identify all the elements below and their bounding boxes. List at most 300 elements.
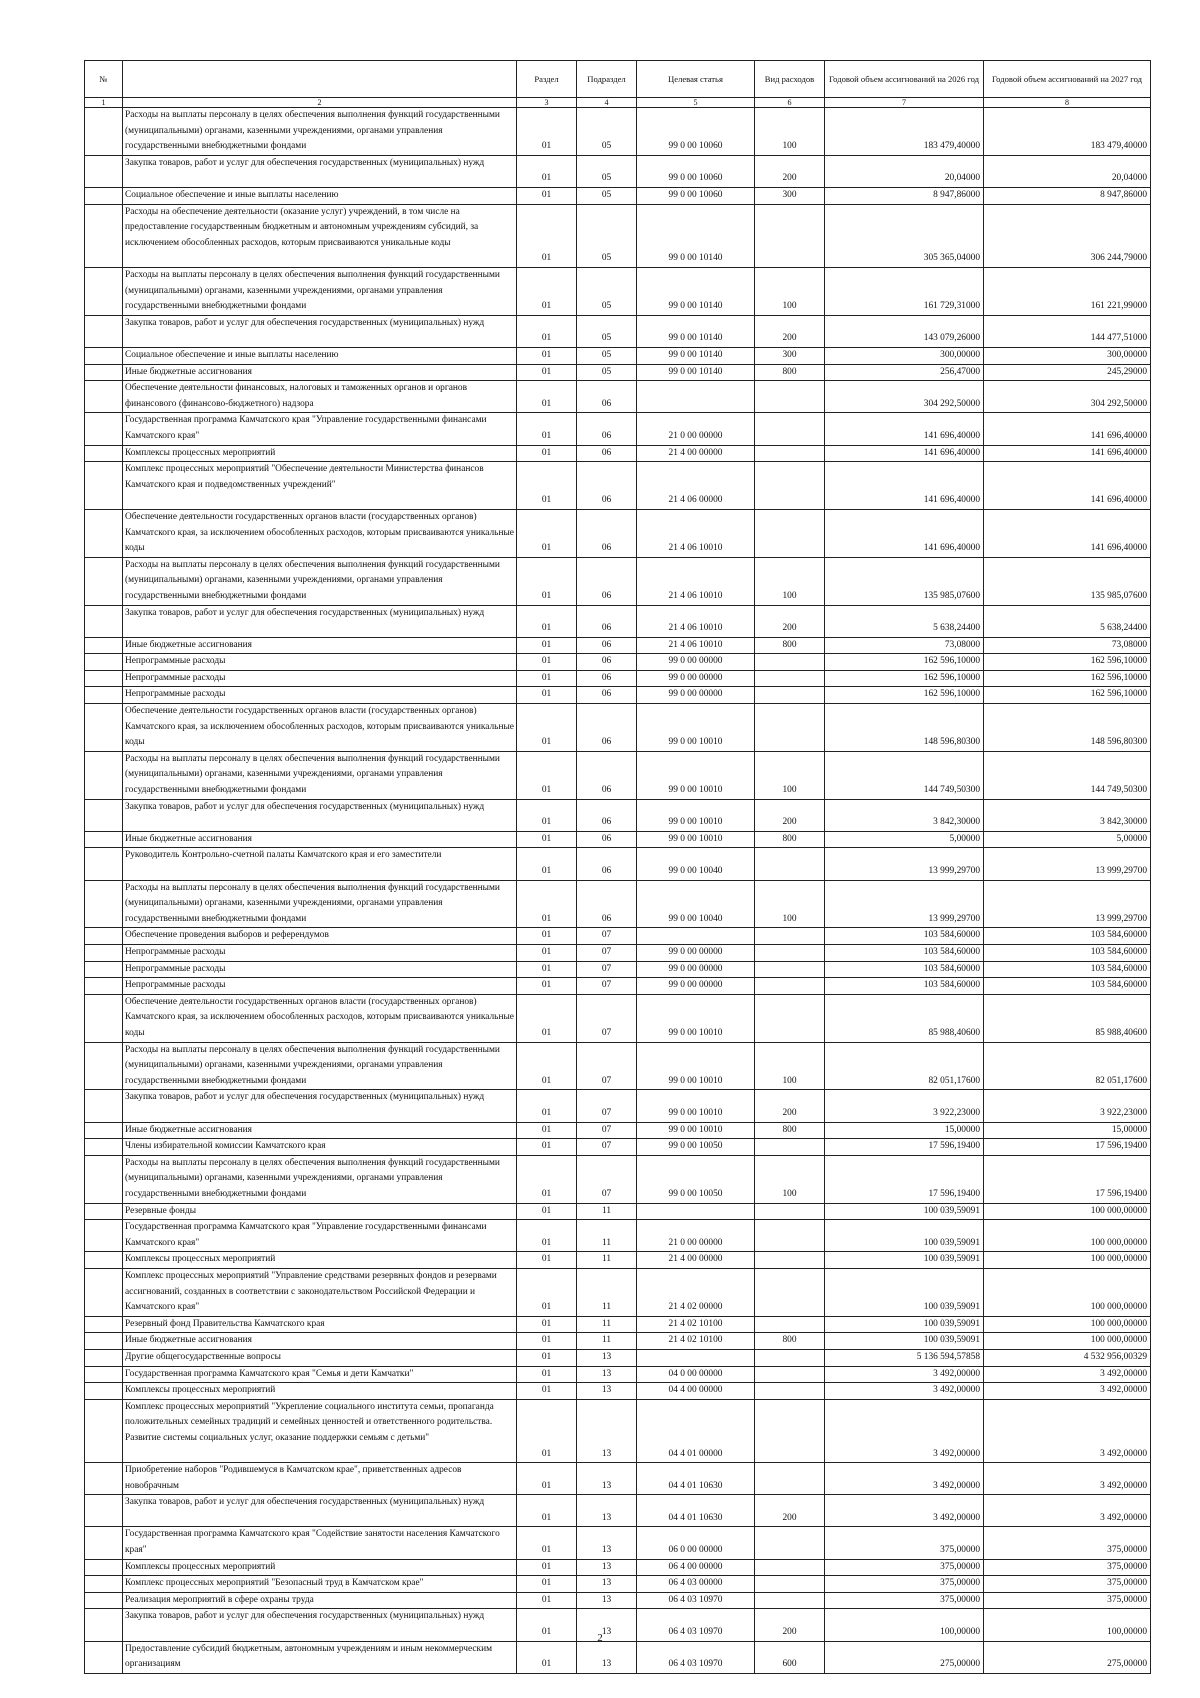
podrazdel-cell: 11 [577, 1316, 637, 1333]
volume-2026-cell: 100 039,59091 [825, 1333, 984, 1350]
volume-2026-cell: 100 039,59091 [825, 1316, 984, 1333]
row-name-cell: Расходы на выплаты персоналу в целях обеспечения выполнения функций государственными (муниципальными) органами, казенными учреждениями, органами управления государственными внебюджетными фондами [123, 1155, 517, 1203]
podrazdel-cell: 13 [577, 1383, 637, 1400]
row-number-cell [85, 445, 123, 462]
row-number-cell [85, 1383, 123, 1400]
row-number-cell [85, 831, 123, 848]
row-number-cell [85, 1220, 123, 1252]
row-number-cell [85, 1527, 123, 1559]
podrazdel-cell: 06 [577, 413, 637, 445]
razdel-cell: 01 [517, 637, 577, 654]
podrazdel-cell: 13 [577, 1609, 637, 1641]
podrazdel-cell: 07 [577, 978, 637, 995]
volume-2026-cell: 141 696,40000 [825, 462, 984, 510]
razdel-cell: 01 [517, 267, 577, 315]
razdel-cell: 01 [517, 1592, 577, 1609]
target-article-cell: 99 0 00 10010 [637, 751, 755, 799]
column-number: 7 [825, 98, 984, 108]
row-name-cell: Приобретение наборов "Родившемуся в Камчатском крае", приветственных адресов новобрачным [123, 1463, 517, 1495]
razdel-cell: 01 [517, 1090, 577, 1122]
target-article-cell: 04 0 00 00000 [637, 1366, 755, 1383]
volume-2026-cell: 8 947,86000 [825, 187, 984, 204]
row-number-cell [85, 557, 123, 605]
expense-type-cell: 100 [755, 880, 825, 928]
row-name-cell: Непрограммные расходы [123, 670, 517, 687]
podrazdel-cell: 13 [577, 1527, 637, 1559]
volume-2026-cell: 13 999,29700 [825, 880, 984, 928]
podrazdel-cell: 06 [577, 462, 637, 510]
target-article-cell [637, 928, 755, 945]
table-row [85, 994, 1151, 1042]
table-row [85, 1316, 1151, 1333]
podrazdel-cell: 11 [577, 1252, 637, 1269]
header-name [123, 61, 517, 98]
expense-type-cell [755, 445, 825, 462]
target-article-cell: 06 0 00 00000 [637, 1527, 755, 1559]
row-name-cell: Закупка товаров, работ и услуг для обеспечения государственных (муниципальных) нужд [123, 1495, 517, 1527]
razdel-cell: 01 [517, 1042, 577, 1090]
row-number-cell [85, 1268, 123, 1316]
volume-2027-cell: 20,04000 [984, 155, 1151, 187]
razdel-cell: 01 [517, 1641, 577, 1673]
volume-2027-cell: 162 596,10000 [984, 654, 1151, 671]
podrazdel-cell: 13 [577, 1559, 637, 1576]
row-number-cell [85, 670, 123, 687]
table-row [85, 751, 1151, 799]
volume-2027-cell: 103 584,60000 [984, 928, 1151, 945]
row-name-cell: Непрограммные расходы [123, 654, 517, 671]
target-article-cell: 99 0 00 10140 [637, 315, 755, 347]
volume-2026-cell: 375,00000 [825, 1592, 984, 1609]
razdel-cell: 01 [517, 204, 577, 267]
podrazdel-cell: 06 [577, 880, 637, 928]
row-number-cell [85, 880, 123, 928]
volume-2027-cell: 245,29000 [984, 364, 1151, 381]
row-number-cell [85, 945, 123, 962]
razdel-cell: 01 [517, 187, 577, 204]
expense-type-cell [755, 1316, 825, 1333]
volume-2026-cell: 3 492,00000 [825, 1463, 984, 1495]
podrazdel-cell: 06 [577, 831, 637, 848]
volume-2027-cell: 162 596,10000 [984, 670, 1151, 687]
podrazdel-cell: 07 [577, 994, 637, 1042]
razdel-cell: 01 [517, 1609, 577, 1641]
expense-type-cell [755, 1463, 825, 1495]
target-article-cell: 99 0 00 10140 [637, 267, 755, 315]
budget-table [84, 60, 1151, 1674]
podrazdel-cell: 05 [577, 155, 637, 187]
razdel-cell: 01 [517, 848, 577, 880]
row-number-cell [85, 1316, 123, 1333]
table-row [85, 364, 1151, 381]
row-name-cell: Члены избирательной комиссии Камчатского края [123, 1139, 517, 1156]
target-article-cell: 21 4 02 10100 [637, 1333, 755, 1350]
target-article-cell: 99 0 00 10040 [637, 880, 755, 928]
expense-type-cell [755, 1220, 825, 1252]
volume-2026-cell: 3 492,00000 [825, 1399, 984, 1462]
volume-2027-cell: 141 696,40000 [984, 413, 1151, 445]
row-name-cell: Иные бюджетные ассигнования [123, 637, 517, 654]
volume-2027-cell: 141 696,40000 [984, 462, 1151, 510]
budget-table-page [84, 60, 1150, 1674]
table-row [85, 155, 1151, 187]
podrazdel-cell: 13 [577, 1592, 637, 1609]
expense-type-cell: 200 [755, 315, 825, 347]
table-row [85, 462, 1151, 510]
expense-type-cell [755, 1559, 825, 1576]
podrazdel-cell: 07 [577, 961, 637, 978]
expense-type-cell [755, 1383, 825, 1400]
table-row [85, 1592, 1151, 1609]
target-article-cell: 04 4 01 10630 [637, 1495, 755, 1527]
volume-2026-cell: 141 696,40000 [825, 509, 984, 557]
volume-2027-cell: 135 985,07600 [984, 557, 1151, 605]
volume-2027-cell: 13 999,29700 [984, 848, 1151, 880]
podrazdel-cell: 06 [577, 799, 637, 831]
podrazdel-cell: 13 [577, 1641, 637, 1673]
expense-type-cell: 600 [755, 1641, 825, 1673]
row-number-cell [85, 108, 123, 156]
row-name-cell: Закупка товаров, работ и услуг для обеспечения государственных (муниципальных) нужд [123, 605, 517, 637]
volume-2026-cell: 148 596,80300 [825, 704, 984, 752]
podrazdel-cell: 06 [577, 654, 637, 671]
target-article-cell: 21 4 02 10100 [637, 1316, 755, 1333]
table-header-row [85, 61, 1151, 98]
expense-type-cell: 100 [755, 267, 825, 315]
volume-2026-cell: 183 479,40000 [825, 108, 984, 156]
column-number: 5 [637, 98, 755, 108]
row-name-cell: Расходы на выплаты персоналу в целях обеспечения выполнения функций государственными (муниципальными) органами, казенными учреждениями, органами управления государственными внебюджетными фондами [123, 557, 517, 605]
volume-2027-cell: 3 922,23000 [984, 1090, 1151, 1122]
table-row [85, 605, 1151, 637]
row-number-cell [85, 204, 123, 267]
expense-type-cell: 300 [755, 187, 825, 204]
expense-type-cell: 200 [755, 605, 825, 637]
row-name-cell: Расходы на выплаты персоналу в целях обеспечения выполнения функций государственными (муниципальными) органами, казенными учреждениями, органами управления государственными внебюджетными фондами [123, 751, 517, 799]
target-article-cell [637, 1349, 755, 1366]
row-number-cell [85, 1203, 123, 1220]
podrazdel-cell: 07 [577, 1090, 637, 1122]
table-row [85, 557, 1151, 605]
table-row [85, 108, 1151, 156]
target-article-cell: 06 4 00 00000 [637, 1559, 755, 1576]
row-number-cell [85, 1366, 123, 1383]
row-number-cell [85, 994, 123, 1042]
table-row [85, 1383, 1151, 1400]
target-article-cell: 99 0 00 10010 [637, 704, 755, 752]
table-row [85, 1527, 1151, 1559]
razdel-cell: 01 [517, 1349, 577, 1366]
row-number-cell [85, 364, 123, 381]
expense-type-cell: 200 [755, 799, 825, 831]
row-number-cell [85, 1090, 123, 1122]
target-article-cell: 99 0 00 10010 [637, 994, 755, 1042]
row-name-cell: Непрограммные расходы [123, 961, 517, 978]
volume-2027-cell: 3 842,30000 [984, 799, 1151, 831]
expense-type-cell [755, 1203, 825, 1220]
volume-2026-cell: 3 842,30000 [825, 799, 984, 831]
razdel-cell: 01 [517, 1495, 577, 1527]
table-row [85, 187, 1151, 204]
podrazdel-cell: 06 [577, 381, 637, 413]
podrazdel-cell: 06 [577, 670, 637, 687]
podrazdel-cell: 05 [577, 267, 637, 315]
razdel-cell: 01 [517, 945, 577, 962]
volume-2026-cell: 3 922,23000 [825, 1090, 984, 1122]
podrazdel-cell: 07 [577, 1042, 637, 1090]
volume-2027-cell: 103 584,60000 [984, 945, 1151, 962]
target-article-cell: 21 4 00 00000 [637, 1252, 755, 1269]
row-name-cell: Другие общегосударственные вопросы [123, 1349, 517, 1366]
volume-2026-cell: 304 292,50000 [825, 381, 984, 413]
table-row [85, 204, 1151, 267]
table-row [85, 654, 1151, 671]
volume-2027-cell: 17 596,19400 [984, 1155, 1151, 1203]
target-article-cell: 99 0 00 10010 [637, 1090, 755, 1122]
razdel-cell: 01 [517, 1155, 577, 1203]
target-article-cell: 06 4 03 10970 [637, 1641, 755, 1673]
razdel-cell: 01 [517, 961, 577, 978]
row-name-cell: Государственная программа Камчатского края "Управление государственными финансами Камчатского края" [123, 1220, 517, 1252]
table-row [85, 1349, 1151, 1366]
table-row [85, 1220, 1151, 1252]
row-number-cell [85, 605, 123, 637]
row-number-cell [85, 687, 123, 704]
expense-type-cell: 800 [755, 831, 825, 848]
razdel-cell: 01 [517, 1252, 577, 1269]
row-name-cell: Иные бюджетные ассигнования [123, 831, 517, 848]
target-article-cell: 21 4 06 00000 [637, 462, 755, 510]
row-name-cell: Государственная программа Камчатского края "Содействие занятости населения Камчатского края" [123, 1527, 517, 1559]
expense-type-cell [755, 462, 825, 510]
row-name-cell: Закупка товаров, работ и услуг для обеспечения государственных (муниципальных) нужд [123, 315, 517, 347]
volume-2027-cell: 100 000,00000 [984, 1203, 1151, 1220]
razdel-cell: 01 [517, 315, 577, 347]
razdel-cell: 01 [517, 704, 577, 752]
razdel-cell: 01 [517, 509, 577, 557]
target-article-cell: 99 0 00 10140 [637, 204, 755, 267]
razdel-cell: 01 [517, 1268, 577, 1316]
row-name-cell: Закупка товаров, работ и услуг для обеспечения государственных (муниципальных) нужд [123, 1090, 517, 1122]
target-article-cell: 04 4 01 00000 [637, 1399, 755, 1462]
volume-2027-cell: 85 988,40600 [984, 994, 1151, 1042]
volume-2026-cell: 17 596,19400 [825, 1139, 984, 1156]
expense-type-cell [755, 1139, 825, 1156]
volume-2027-cell: 100 000,00000 [984, 1316, 1151, 1333]
podrazdel-cell: 13 [577, 1495, 637, 1527]
expense-type-cell: 800 [755, 364, 825, 381]
volume-2027-cell: 5 638,24400 [984, 605, 1151, 637]
volume-2026-cell: 3 492,00000 [825, 1495, 984, 1527]
row-name-cell: Резервные фонды [123, 1203, 517, 1220]
row-name-cell: Иные бюджетные ассигнования [123, 364, 517, 381]
expense-type-cell [755, 704, 825, 752]
table-row [85, 315, 1151, 347]
volume-2027-cell: 3 492,00000 [984, 1495, 1151, 1527]
target-article-cell: 21 4 06 10010 [637, 637, 755, 654]
table-row [85, 1203, 1151, 1220]
volume-2027-cell: 8 947,86000 [984, 187, 1151, 204]
podrazdel-cell: 06 [577, 687, 637, 704]
row-number-cell [85, 347, 123, 364]
target-article-cell: 99 0 00 00000 [637, 978, 755, 995]
row-number-cell [85, 1333, 123, 1350]
target-article-cell: 21 0 00 00000 [637, 1220, 755, 1252]
volume-2027-cell: 306 244,79000 [984, 204, 1151, 267]
razdel-cell: 01 [517, 1333, 577, 1350]
target-article-cell: 21 4 00 00000 [637, 445, 755, 462]
row-number-cell [85, 978, 123, 995]
volume-2027-cell: 4 532 956,00329 [984, 1349, 1151, 1366]
target-article-cell: 06 4 03 10970 [637, 1592, 755, 1609]
expense-type-cell: 800 [755, 1122, 825, 1139]
table-row [85, 1559, 1151, 1576]
table-row [85, 848, 1151, 880]
razdel-cell: 01 [517, 1139, 577, 1156]
row-name-cell: Реализация мероприятий в сфере охраны труда [123, 1592, 517, 1609]
target-article-cell [637, 1203, 755, 1220]
razdel-cell: 01 [517, 381, 577, 413]
expense-type-cell [755, 1576, 825, 1593]
razdel-cell: 01 [517, 1366, 577, 1383]
target-article-cell: 99 0 00 10010 [637, 831, 755, 848]
volume-2027-cell: 304 292,50000 [984, 381, 1151, 413]
podrazdel-cell: 06 [577, 605, 637, 637]
row-number-cell [85, 1576, 123, 1593]
row-number-cell [85, 848, 123, 880]
row-number-cell [85, 267, 123, 315]
expense-type-cell: 100 [755, 751, 825, 799]
razdel-cell: 01 [517, 445, 577, 462]
row-number-cell [85, 1592, 123, 1609]
target-article-cell: 21 4 06 10010 [637, 509, 755, 557]
razdel-cell: 01 [517, 670, 577, 687]
row-number-cell [85, 1252, 123, 1269]
target-article-cell: 99 0 00 00000 [637, 945, 755, 962]
volume-2027-cell: 144 477,51000 [984, 315, 1151, 347]
table-row [85, 1139, 1151, 1156]
row-name-cell: Непрограммные расходы [123, 687, 517, 704]
expense-type-cell [755, 1592, 825, 1609]
volume-2026-cell: 100 039,59091 [825, 1252, 984, 1269]
table-row [85, 413, 1151, 445]
razdel-cell: 01 [517, 928, 577, 945]
table-row [85, 637, 1151, 654]
volume-2026-cell: 20,04000 [825, 155, 984, 187]
razdel-cell: 01 [517, 1383, 577, 1400]
volume-2027-cell: 5,00000 [984, 831, 1151, 848]
razdel-cell: 01 [517, 462, 577, 510]
expense-type-cell [755, 1268, 825, 1316]
expense-type-cell [755, 945, 825, 962]
column-number: 1 [85, 98, 123, 108]
column-number: 8 [984, 98, 1151, 108]
expense-type-cell [755, 1349, 825, 1366]
row-name-cell: Иные бюджетные ассигнования [123, 1333, 517, 1350]
podrazdel-cell: 07 [577, 1139, 637, 1156]
volume-2026-cell: 256,47000 [825, 364, 984, 381]
volume-2026-cell: 15,00000 [825, 1122, 984, 1139]
row-name-cell: Предоставление субсидий бюджетным, автономным учреждениям и иным некоммерческим организациям [123, 1641, 517, 1673]
row-number-cell [85, 1559, 123, 1576]
volume-2027-cell: 3 492,00000 [984, 1463, 1151, 1495]
row-number-cell [85, 928, 123, 945]
volume-2026-cell: 103 584,60000 [825, 978, 984, 995]
podrazdel-cell: 11 [577, 1220, 637, 1252]
table-row [85, 267, 1151, 315]
podrazdel-cell: 05 [577, 315, 637, 347]
volume-2027-cell: 3 492,00000 [984, 1366, 1151, 1383]
table-row [85, 1366, 1151, 1383]
volume-2026-cell: 100,00000 [825, 1609, 984, 1641]
table-row [85, 1155, 1151, 1203]
podrazdel-cell: 06 [577, 704, 637, 752]
row-number-cell [85, 187, 123, 204]
row-name-cell: Закупка товаров, работ и услуг для обеспечения государственных (муниципальных) нужд [123, 1609, 517, 1641]
razdel-cell: 01 [517, 155, 577, 187]
volume-2026-cell: 103 584,60000 [825, 928, 984, 945]
target-article-cell: 99 0 00 10060 [637, 155, 755, 187]
row-name-cell: Комплекс процессных мероприятий "Безопасный труд в Камчатском крае" [123, 1576, 517, 1593]
razdel-cell: 01 [517, 1122, 577, 1139]
row-number-cell [85, 1349, 123, 1366]
razdel-cell: 01 [517, 364, 577, 381]
target-article-cell: 99 0 00 10060 [637, 108, 755, 156]
volume-2026-cell: 5 638,24400 [825, 605, 984, 637]
row-name-cell: Комплексы процессных мероприятий [123, 1383, 517, 1400]
table-row [85, 687, 1151, 704]
row-name-cell: Обеспечение деятельности государственных органов власти (государственных органов) Камчатского края, за исключением обособленных расходов, которым присваиваются уникальные коды [123, 994, 517, 1042]
podrazdel-cell: 11 [577, 1203, 637, 1220]
volume-2026-cell: 162 596,10000 [825, 654, 984, 671]
podrazdel-cell: 13 [577, 1576, 637, 1593]
expense-type-cell [755, 1527, 825, 1559]
expense-type-cell [755, 509, 825, 557]
volume-2027-cell: 3 492,00000 [984, 1399, 1151, 1462]
volume-2027-cell: 17 596,19400 [984, 1139, 1151, 1156]
volume-2026-cell: 375,00000 [825, 1576, 984, 1593]
row-name-cell: Обеспечение проведения выборов и референдумов [123, 928, 517, 945]
volume-2026-cell: 144 749,50300 [825, 751, 984, 799]
podrazdel-cell: 05 [577, 187, 637, 204]
volume-2027-cell: 161 221,99000 [984, 267, 1151, 315]
expense-type-cell [755, 848, 825, 880]
volume-2026-cell: 5 136 594,57858 [825, 1349, 984, 1366]
volume-2026-cell: 135 985,07600 [825, 557, 984, 605]
volume-2027-cell: 15,00000 [984, 1122, 1151, 1139]
table-row [85, 670, 1151, 687]
target-article-cell: 21 4 06 10010 [637, 605, 755, 637]
page-number: 2 [597, 1632, 603, 1644]
column-number-row [85, 98, 1151, 108]
row-number-cell [85, 509, 123, 557]
volume-2026-cell: 3 492,00000 [825, 1366, 984, 1383]
row-name-cell: Иные бюджетные ассигнования [123, 1122, 517, 1139]
volume-2027-cell: 375,00000 [984, 1576, 1151, 1593]
table-row [85, 1495, 1151, 1527]
row-name-cell: Непрограммные расходы [123, 945, 517, 962]
razdel-cell: 01 [517, 1220, 577, 1252]
row-name-cell: Социальное обеспечение и иные выплаты населению [123, 347, 517, 364]
volume-2026-cell: 82 051,17600 [825, 1042, 984, 1090]
row-name-cell: Руководитель Контрольно-счетной палаты Камчатского края и его заместители [123, 848, 517, 880]
razdel-cell: 01 [517, 1463, 577, 1495]
podrazdel-cell: 13 [577, 1399, 637, 1462]
table-row [85, 1122, 1151, 1139]
volume-2027-cell: 141 696,40000 [984, 509, 1151, 557]
row-name-cell: Государственная программа Камчатского края "Семья и дети Камчатки" [123, 1366, 517, 1383]
row-name-cell: Расходы на выплаты персоналу в целях обеспечения выполнения функций государственными (муниципальными) органами, казенными учреждениями, органами управления государственными внебюджетными фондами [123, 267, 517, 315]
